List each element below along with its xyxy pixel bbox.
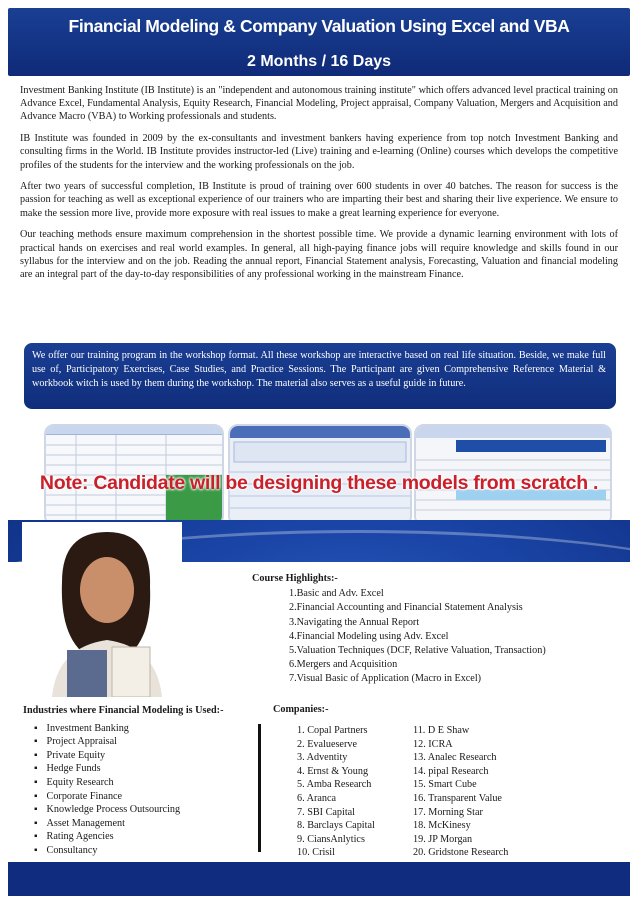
company-item: 16. Transparent Value xyxy=(413,792,502,804)
company-item: 9. CiansAnlytics xyxy=(297,833,365,845)
course-item: 3.Navigating the Annual Report xyxy=(289,616,420,628)
company-item: 8. Barclays Capital xyxy=(297,820,375,832)
course-item: 7.Visual Basic of Application (Macro in Excel) xyxy=(289,673,482,685)
intro-section xyxy=(20,84,618,290)
industries-section xyxy=(23,704,223,858)
company-item: 1. Copal Partners xyxy=(297,725,368,736)
page-subtitle: 2 Months / 16 Days xyxy=(246,53,392,70)
course-item: 1.Basic and Adv. Excel xyxy=(289,588,384,600)
company-item: 15. Smart Cube xyxy=(413,779,477,791)
company-item: 12. ICRA xyxy=(413,738,453,750)
intro-paragraph: Investment Banking Institute (IB Institute) is an "independent and autonomous training institute" which offers advanced level practical training on Advance Excel, Fundamental Analysis, Equity Research, Financial Modeling, Project appraisal, Company Valuation, Mergers and Acquisition and Advance Macro (VBA) to Working professionals and students. xyxy=(20,85,618,123)
intro-paragraph: After two years of successful completion, IB Institute is proud of training over 600 students in over 40 batches. The reason for success is the passion for teaching as well as exceptional experience of our trainers who are imparting their best and sharing their live experience. We ensure to make the session more live, provide more exposure with real issues to make a great learning experience for everyone. xyxy=(20,181,618,219)
course-highlights-title: Course Highlights:- xyxy=(252,573,338,584)
companies-column-2 xyxy=(413,724,508,860)
company-item: 4. Ernst & Young xyxy=(297,765,369,777)
course-item: 6.Mergers and Acquisition xyxy=(289,659,398,671)
course-item: 4.Financial Modeling using Adv. Excel xyxy=(289,630,449,642)
company-item: 6. Aranca xyxy=(297,792,337,804)
industries-title: Industries where Financial Modeling is Used:- xyxy=(23,705,224,716)
companies-column-1 xyxy=(297,724,375,860)
company-item: 11. D E Shaw xyxy=(413,725,470,736)
industry-item: ▪ Hedge Funds xyxy=(34,762,223,776)
course-item: 5.Valuation Techniques (DCF, Relative Valuation, Transaction) xyxy=(289,645,546,657)
workshop-callout xyxy=(24,343,616,409)
course-item: 2.Financial Accounting and Financial Statement Analysis xyxy=(289,602,523,614)
intro-paragraph: Our teaching methods ensure maximum comprehension in the shortest possible time. We provide a dynamic learning environment with lots of practical hands on exercises and real world examples. In general, all high-paying finance jobs will require knowledge and skills found in our syllabus for the interview and on the job. Reading the annual report, Financial Statement analysis, Forecasting, Valuation and financial modeling are an integral part of the day-to-day responsibilities of any professional working in the mainstream Finance. xyxy=(20,229,618,280)
footer-band xyxy=(8,862,630,896)
industry-item: ▪ Project Appraisal xyxy=(34,735,223,749)
company-item: 19. JP Morgan xyxy=(413,833,473,845)
company-item: 18. McKinesy xyxy=(413,820,471,832)
industry-item: ▪ Investment Banking xyxy=(34,722,223,736)
student-photo xyxy=(22,522,182,697)
vertical-divider xyxy=(258,724,261,852)
callout-text: We offer our training program in the workshop format. All these workshop are interactive based on real life situation. Beside, we make full use of, Participatory Exercises, Case Studies, and Practice Sessions. The Participant are given Comprehensive Reference Material & workbook witch is used by them during the workshop. The material also serves as a useful guide in future. xyxy=(32,350,606,389)
company-item: 10. Crisil xyxy=(297,847,335,859)
company-item: 7. SBI Capital xyxy=(297,806,356,818)
industry-item: ▪ Rating Agencies xyxy=(34,830,223,844)
industry-item: ▪ Equity Research xyxy=(34,776,223,790)
industry-item: ▪ Private Equity xyxy=(34,749,223,763)
company-item: 3. Adventity xyxy=(297,752,348,764)
companies-title: Companies:- xyxy=(273,704,329,715)
header-banner xyxy=(8,8,630,76)
company-item: 17. Morning Star xyxy=(413,806,483,818)
intro-paragraph: IB Institute was founded in 2009 by the ex-consultants and investment bankers having experience from top notch Investment Banking and consulting firms in the World. IB Institute provides instructor-led (Live) training and e-learning (Online) courses which develops the competitive profiles of the students for the interview and the working professionals on the job. xyxy=(20,133,618,171)
industry-item: ▪ Corporate Finance xyxy=(34,790,223,804)
industry-item: ▪ Asset Management xyxy=(34,817,223,831)
company-item: 2. Evalueserve xyxy=(297,738,357,750)
page-title: Financial Modeling & Company Valuation Using Excel and VBA xyxy=(68,16,570,36)
note-banner: Note: Candidate will be designing these models from scratch . xyxy=(39,472,599,494)
course-highlights xyxy=(252,572,546,687)
industry-item: ▪ Consultancy xyxy=(34,844,223,858)
company-item: 20. Gridstone Research xyxy=(413,847,509,859)
company-item: 5. Amba Research xyxy=(297,779,372,791)
company-item: 13. Analec Research xyxy=(413,752,497,764)
company-item: 14. pipal Research xyxy=(413,765,489,777)
industry-item: ▪ Knowledge Process Outsourcing xyxy=(34,803,223,817)
